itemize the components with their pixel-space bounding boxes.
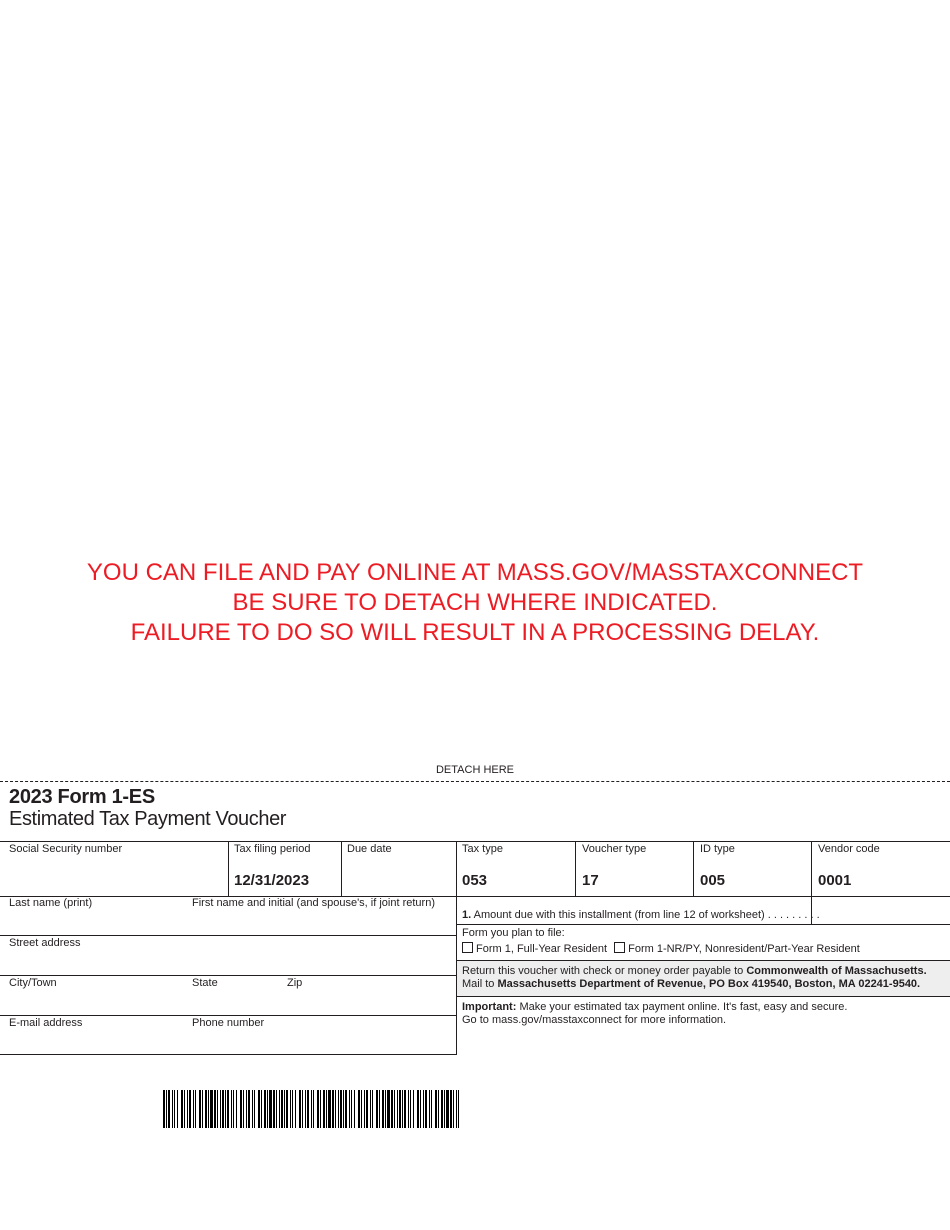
street-address-label: Street address	[9, 937, 81, 949]
left-row-line-4	[0, 1054, 457, 1055]
tax-type-label: Tax type	[462, 843, 503, 855]
divider-voucher	[693, 841, 694, 896]
important-note	[462, 1001, 847, 1014]
divider-left-right	[456, 841, 457, 1055]
mail-instructions	[462, 978, 920, 991]
divider-ssn	[228, 841, 229, 896]
voucher-type-value: 17	[582, 872, 599, 889]
zip-label: Zip	[287, 977, 303, 989]
amount-due-line	[462, 909, 820, 922]
mail-prefix: Mail to	[462, 978, 498, 990]
important-note-line2: Go to mass.gov/masstaxconnect for more information.	[462, 1014, 727, 1026]
right-row-line-3	[456, 996, 950, 997]
last-name-label: Last name (print)	[9, 897, 93, 909]
notice-line-3: FAILURE TO DO SO WILL RESULT IN A PROCESSING DELAY.	[130, 619, 820, 646]
header-row-bottom	[0, 896, 950, 897]
online-filing-notice	[0, 558, 950, 648]
id-type-label: ID type	[700, 843, 735, 855]
amount-due-label: Amount due with this installment (from line 12 of worksheet) . . . . . . . . .	[473, 909, 820, 921]
ssn-label: Social Security number	[9, 843, 123, 855]
left-row-line-1	[0, 935, 456, 936]
vendor-code-value: 0001	[818, 872, 852, 889]
first-name-label: First name and initial (and spouse's, if joint return)	[192, 897, 435, 909]
important-label: Important:	[462, 1001, 517, 1013]
amount-due-number: 1.	[462, 909, 472, 921]
detach-dashed-line	[0, 781, 950, 782]
form1nr-option-label: Form 1-NR/PY, Nonresident/Part-Year Resident	[628, 943, 860, 955]
vendor-code-label: Vendor code	[818, 843, 880, 855]
tax-filing-period-label: Tax filing period	[234, 843, 311, 855]
right-row-line-1	[456, 924, 950, 925]
left-row-line-2	[0, 975, 456, 976]
email-address-label: E-mail address	[9, 1017, 83, 1029]
form1-checkbox[interactable]	[462, 942, 473, 953]
notice-line-1: YOU CAN FILE AND PAY ONLINE AT MASS.GOV/MASSTAXCONNECT	[86, 559, 864, 586]
right-row-line-2	[456, 960, 950, 961]
due-date-label: Due date	[347, 843, 392, 855]
left-row-line-3	[0, 1015, 456, 1016]
barcode-image	[163, 1090, 459, 1128]
form-plan-label: Form you plan to file:	[462, 927, 565, 939]
detach-here-label: DETACH HERE	[435, 764, 515, 776]
return-payee: Commonwealth of Massachusetts.	[746, 965, 927, 977]
notice-line-2: BE SURE TO DETACH WHERE INDICATED.	[232, 589, 718, 616]
form-title: 2023 Form 1-ES	[9, 786, 155, 808]
return-prefix: Return this voucher with check or money order payable to	[462, 965, 747, 977]
return-instructions	[462, 965, 927, 978]
divider-taxtype	[575, 841, 576, 896]
id-type-value: 005	[700, 872, 726, 889]
mail-address: Massachusetts Department of Revenue, PO Box 419540, Boston, MA 02241-9540.	[497, 978, 921, 990]
form-subtitle: Estimated Tax Payment Voucher	[9, 808, 287, 830]
tax-type-value: 053	[462, 872, 488, 889]
state-label: State	[192, 977, 218, 989]
form1nr-checkbox[interactable]	[614, 942, 625, 953]
form1-option-label: Form 1, Full-Year Resident	[476, 943, 608, 955]
form-plan-options	[462, 942, 860, 956]
divider-period	[341, 841, 342, 896]
voucher-type-label: Voucher type	[582, 843, 647, 855]
voucher-top-border	[0, 841, 950, 842]
important-text: Make your estimated tax payment online. It's fast, easy and secure.	[516, 1001, 848, 1013]
city-town-label: City/Town	[9, 977, 57, 989]
phone-number-label: Phone number	[192, 1017, 265, 1029]
tax-filing-period-value: 12/31/2023	[234, 872, 310, 889]
